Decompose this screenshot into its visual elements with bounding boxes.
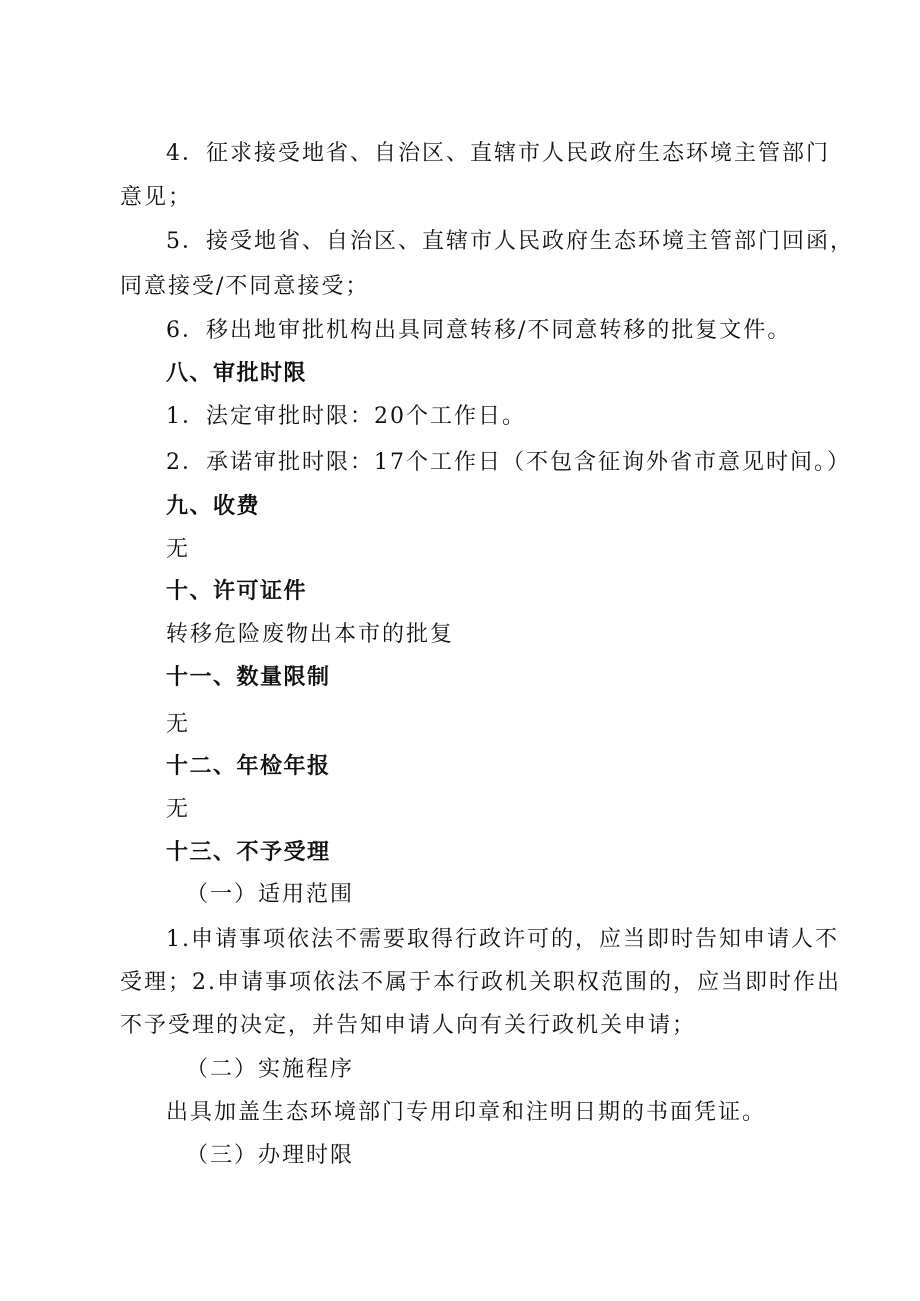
section11-content: 无 (166, 712, 191, 737)
section13-sub1-title: （一）适用范围 (186, 882, 355, 907)
item4-line1: 4．征求接受地省、自治区、直辖市人民政府生态环境主管部门 (166, 141, 830, 166)
section12-content: 无 (166, 797, 191, 822)
section11-heading: 十一、数量限制 (166, 665, 331, 690)
section13-sub3-title: （三）办理时限 (186, 1143, 355, 1168)
section12-heading: 十二、年检年报 (166, 754, 331, 779)
section9-content: 无 (166, 537, 191, 562)
section9-heading: 九、收费 (166, 494, 261, 519)
section13-sub1-line1: 1.申请事项依法不需要取得行政许可的，应当即时告知申请人不 (166, 927, 839, 952)
section8-item1: 1．法定审批时限：20个工作日。 (166, 404, 526, 429)
section13-heading: 十三、不予受理 (166, 840, 331, 865)
section8-heading: 八、审批时限 (166, 361, 308, 386)
section10-content: 转移危险废物出本市的批复 (166, 622, 455, 647)
section10-heading: 十、许可证件 (166, 579, 308, 604)
item4-line2: 意见； (120, 185, 193, 210)
item5-line1: 5．接受地省、自治区、直辖市人民政府生态环境主管部门回函， (166, 229, 854, 254)
section13-sub2-content: 出具加盖生态环境部门专用印章和注明日期的书面凭证。 (166, 1100, 767, 1125)
section13-sub1-line3: 不予受理的决定，并告知申请人向有关行政机关申请； (120, 1013, 697, 1038)
item5-line2: 同意接受/不同意接受； (120, 274, 370, 299)
section13-sub1-line2: 受理；2.申请事项依法不属于本行政机关职权范围的，应当即时作出 (120, 970, 841, 995)
item6: 6．移出地审批机构出具同意转移/不同意转移的批复文件。 (166, 318, 792, 343)
section13-sub2-title: （二）实施程序 (186, 1057, 355, 1082)
section8-item2: 2．承诺审批时限：17个工作日（不包含征询外省市意见时间。） (166, 450, 851, 475)
